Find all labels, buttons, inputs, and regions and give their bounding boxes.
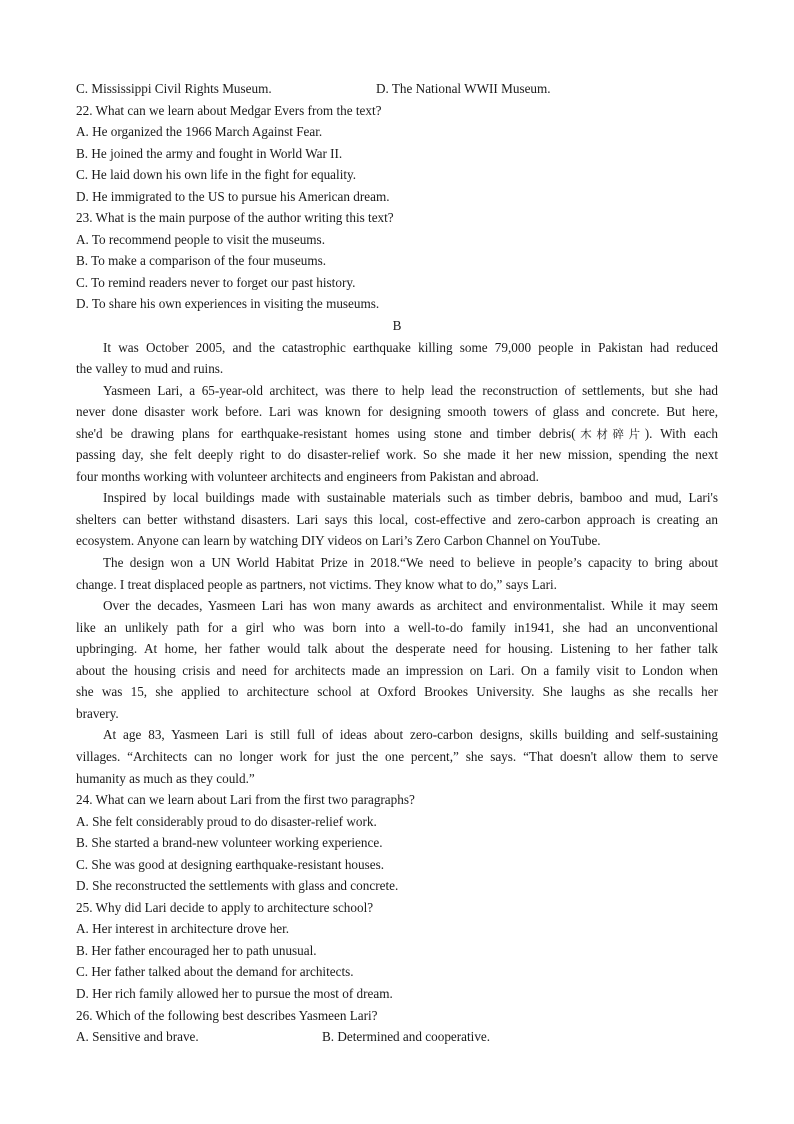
paragraph-2-line: four months working with volunteer architects and engineers from Pakistan and abroad. <box>76 468 539 484</box>
q22-option-a: A. He organized the 1966 March Against Fear. <box>76 124 323 140</box>
paragraph-5-line: Over the decades, Yasmeen Lari has won many awards as architect and environmentalist. While it may seem <box>103 598 718 614</box>
paragraph-3-line: ecosystem. Anyone can learn by watching DIY videos on Lari’s Zero Carbon Channel on YouTube. <box>76 533 601 549</box>
chinese-gloss: 木材碎片 <box>575 426 645 441</box>
paragraph-3-line: shelters can better withstand disasters. Lari says this local, cost-effective and zero-carbon approach is creating an <box>76 511 718 527</box>
q24-option-d: D. She reconstructed the settlements with glass and concrete. <box>76 878 399 894</box>
page-content <box>76 78 718 1048</box>
q23-option-a: A. To recommend people to visit the museums. <box>76 231 325 247</box>
paragraph-5-line: like an unlikely path for a girl who was born into a well-to-do family in1941, she had an unconventional <box>76 619 718 635</box>
q24-option-a: A. She felt considerably proud to do disaster-relief work. <box>76 813 377 829</box>
paragraph-6-line: At age 83, Yasmeen Lari is still full of ideas about zero-carbon designs, skills building and self-sustaining <box>103 727 718 743</box>
paragraph-5-line: she was 15, she applied to architecture school at Oxford Brookes University. She laughs as she recalls her <box>76 684 718 700</box>
q22-option-d: D. He immigrated to the US to pursue his American dream. <box>76 188 390 204</box>
q22-option-c: C. He laid down his own life in the fight for equality. <box>76 167 357 183</box>
q22-option-b: B. He joined the army and fought in World War II. <box>76 145 343 161</box>
paragraph-5-line: about the housing crisis and need for architects made an impression on Lari. On a family visit to London when <box>76 662 718 678</box>
paragraph-2-text: ). With each <box>644 425 718 441</box>
q24-option-b: B. She started a brand-new volunteer working experience. <box>76 835 383 851</box>
paragraph-2-text: she'd be drawing plans for earthquake-resistant homes using stone and timber debris( <box>76 425 576 441</box>
paragraph-2-line: Yasmeen Lari, a 65-year-old architect, was there to help lead the reconstruction of settlements, but she had <box>103 382 718 398</box>
q22-stem: 22. What can we learn about Medgar Evers from the text? <box>76 102 382 118</box>
paragraph-6-line: humanity as much as they could.” <box>76 770 255 786</box>
paragraph-2-line: never done disaster work before. Lari was known for designing smooth towers of glass and concrete. But here, <box>76 404 718 420</box>
option-d: D. The National WWII Museum. <box>376 81 551 96</box>
q21-options-cd <box>76 78 718 100</box>
q23-option-c: C. To remind readers never to forget our past history. <box>76 274 356 290</box>
q25-option-b: B. Her father encouraged her to path unusual. <box>76 942 317 958</box>
paragraph-4-line: change. I treat displaced people as partners, not victims. They know what to do,” says Lari. <box>76 576 557 592</box>
q23-option-d: D. To share his own experiences in visiting the museums. <box>76 296 380 312</box>
q23-option-b: B. To make a comparison of the four museums. <box>76 253 327 269</box>
q24-stem: 24. What can we learn about Lari from the first two paragraphs? <box>76 792 415 808</box>
q25-option-c: C. Her father talked about the demand for architects. <box>76 964 354 980</box>
paragraph-5-line: upbringing. At home, her father would talk about the desperate need for housing. Listening to her father talk <box>76 641 718 657</box>
paragraph-1-line: the valley to mud and ruins. <box>76 361 224 377</box>
q26-stem: 26. Which of the following best describes Yasmeen Lari? <box>76 1007 378 1023</box>
q25-option-d: D. Her rich family allowed her to pursue the most of dream. <box>76 985 393 1001</box>
q23-stem: 23. What is the main purpose of the author writing this text? <box>76 210 394 226</box>
q26-option-a: A. Sensitive and brave. <box>76 1029 199 1045</box>
q26-options-ab <box>76 1026 718 1048</box>
q24-option-c: C. She was good at designing earthquake-resistant houses. <box>76 856 385 872</box>
section-heading: B <box>392 318 402 334</box>
paragraph-1-line: It was October 2005, and the catastrophic earthquake killing some 79,000 people in Pakistan had reduced <box>103 339 718 355</box>
paragraph-3-line: Inspired by local buildings made with sustainable materials such as timber debris, bamboo and mud, Lari's <box>103 490 718 506</box>
paragraph-2-line: passing day, she felt deeply right to do disaster-relief work. So she made it her new mission, spending the next <box>76 447 718 463</box>
paragraph-4-line: The design won a UN World Habitat Prize in 2018.“We need to believe in people’s capacity to bring about <box>103 555 718 571</box>
option-c: C. Mississippi Civil Rights Museum. <box>76 81 272 96</box>
paragraph-2-line <box>76 423 718 445</box>
q25-stem: 25. Why did Lari decide to apply to architecture school? <box>76 899 374 915</box>
q25-option-a: A. Her interest in architecture drove her. <box>76 921 290 937</box>
q26-option-b: B. Determined and cooperative. <box>322 1029 491 1045</box>
paragraph-6-line: villages. “Architects can no longer work for just the one percent,” she says. “That doesn't allow them to serve <box>76 748 718 764</box>
paragraph-5-line: bravery. <box>76 705 119 721</box>
